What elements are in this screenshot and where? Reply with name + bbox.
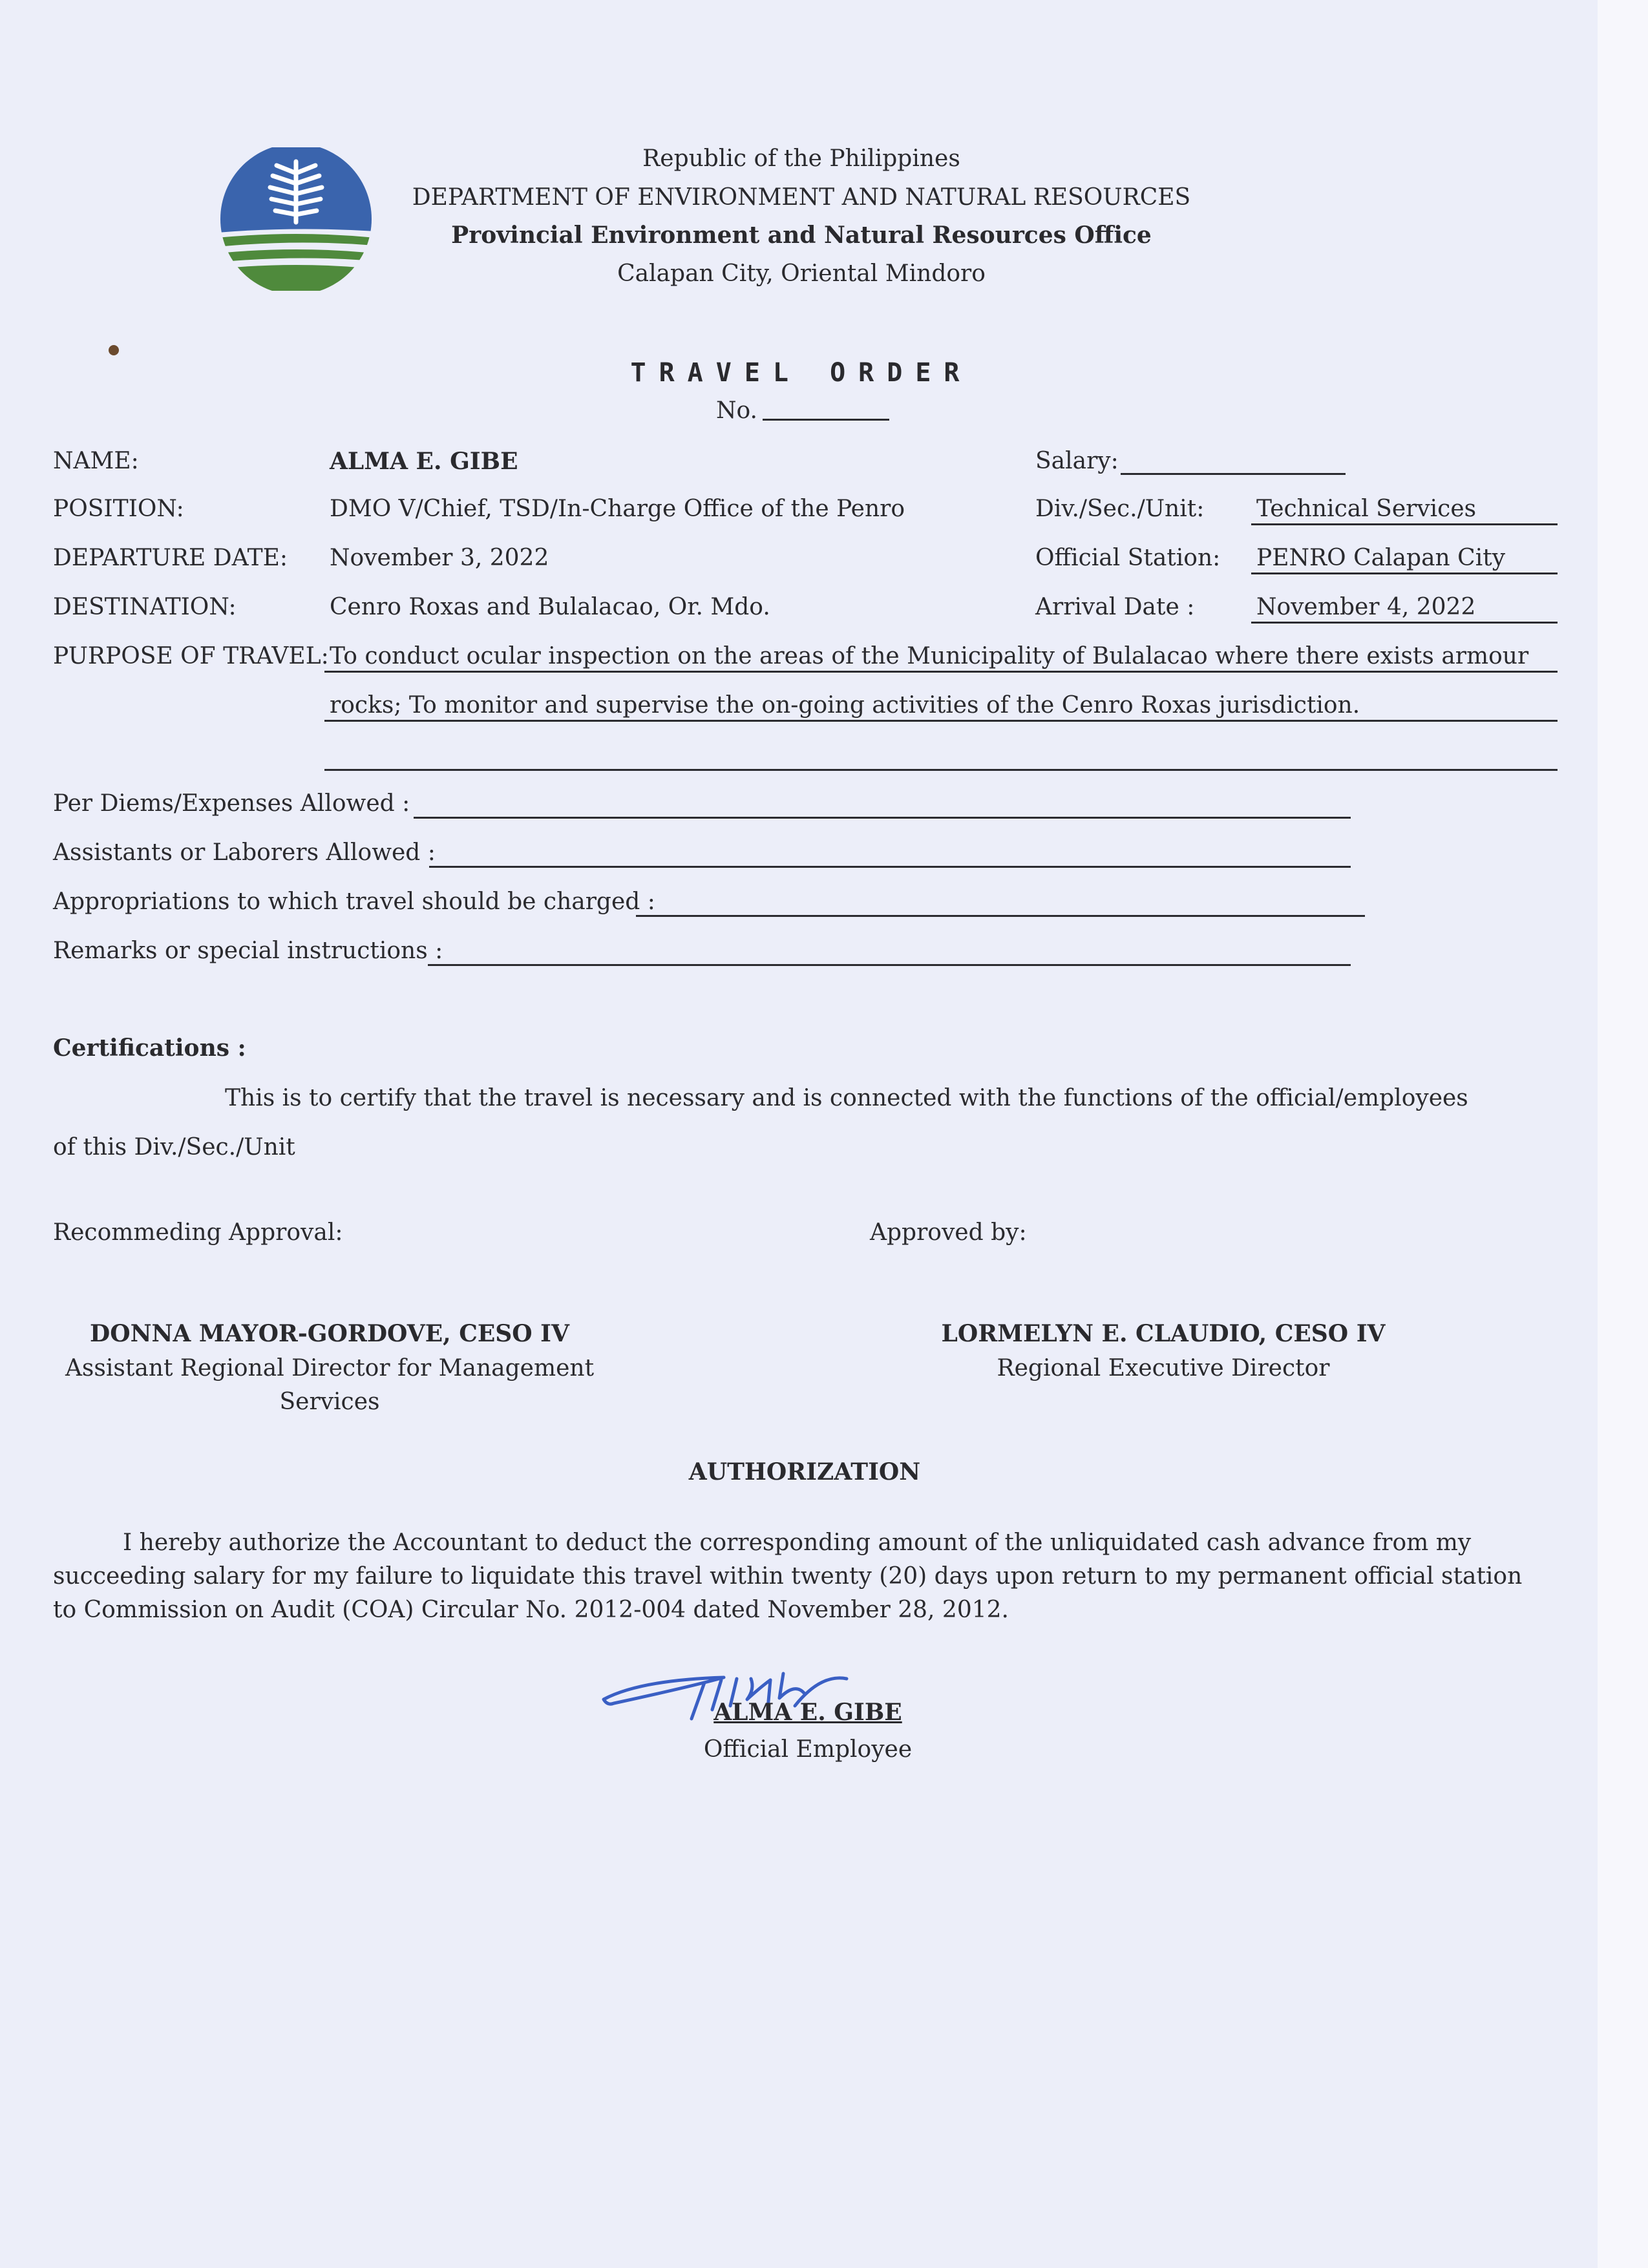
signatory-title: Official Employee	[703, 1736, 913, 1763]
destination-label: DESTINATION:	[53, 594, 237, 620]
recommender-title-line2: Services	[279, 1389, 380, 1415]
order-no-line	[763, 419, 889, 421]
destination-value: Cenro Roxas and Bulalacao, Or. Mdo.	[330, 594, 770, 620]
station-value: PENRO Calapan City	[1256, 545, 1506, 571]
name-label: NAME:	[53, 448, 139, 474]
purpose-underline3	[324, 769, 1558, 771]
assistants-label: Assistants or Laborers Allowed :	[53, 839, 436, 866]
authorization-line3: to Commission on Audit (COA) Circular No. 2012-004 dated November 28, 2012.	[53, 1597, 1009, 1623]
signatory-name: ALMA E. GIBE	[713, 1699, 902, 1726]
appropriations-line	[636, 915, 1365, 917]
appropriations-label: Appropriations to which travel should be charged :	[53, 888, 655, 915]
arrival-label: Arrival Date :	[1035, 594, 1195, 620]
purpose-underline1	[324, 671, 1558, 673]
recommending-label: Recommeding Approval:	[53, 1219, 343, 1246]
approver-title: Regional Executive Director	[997, 1355, 1330, 1381]
certifications-heading: Certifications :	[53, 1034, 246, 1062]
remarks-line	[428, 964, 1351, 966]
name-value: ALMA E. GIBE	[330, 448, 518, 475]
order-no-label: No.	[716, 397, 757, 424]
purpose-underline2	[324, 720, 1558, 722]
approver-name: LORMELYN E. CLAUDIO, CESO IV	[941, 1320, 1386, 1347]
station-label: Official Station:	[1035, 545, 1221, 571]
denr-logo	[217, 147, 375, 291]
authorization-line1: I hereby authorize the Accountant to deduct the corresponding amount of the unliquidated cash advance from my	[123, 1529, 1472, 1556]
unit-value: Technical Services	[1256, 496, 1477, 522]
arrival-line	[1251, 622, 1558, 624]
header-office: Provincial Environment and Natural Resources Office	[451, 222, 1152, 249]
paper-mark	[109, 345, 119, 355]
authorization-line2: succeeding salary for my failure to liquidate this travel within twenty (20) days upon return to my permanent official station	[53, 1563, 1523, 1590]
purpose-line2: rocks; To monitor and supervise the on-going activities of the Cenro Roxas jurisdiction.	[330, 692, 1360, 719]
arrival-value: November 4, 2022	[1256, 594, 1476, 620]
position-label: POSITION:	[53, 496, 184, 522]
station-line	[1251, 572, 1558, 574]
salary-label: Salary:	[1035, 448, 1119, 474]
per-diems-label: Per Diems/Expenses Allowed :	[53, 790, 410, 817]
salary-line	[1121, 473, 1346, 475]
header-republic: Republic of the Philippines	[642, 145, 960, 172]
header-department: DEPARTMENT OF ENVIRONMENT AND NATURAL RESOURCES	[412, 184, 1191, 211]
unit-line	[1251, 523, 1558, 525]
authorization-heading: AUTHORIZATION	[688, 1458, 921, 1486]
remarks-label: Remarks or special instructions :	[53, 938, 443, 964]
purpose-line1: To conduct ocular inspection on the areas of the Municipality of Bulalacao where there exists armour	[330, 643, 1529, 669]
departure-label: DEPARTURE DATE:	[53, 545, 288, 571]
header-location: Calapan City, Oriental Mindoro	[617, 260, 986, 287]
approved-label: Approved by:	[870, 1219, 1027, 1246]
page-margin	[1598, 0, 1648, 2268]
assistants-line	[429, 866, 1351, 868]
document-title: TRAVEL ORDER	[630, 358, 973, 388]
position-value: DMO V/Chief, TSD/In-Charge Office of the Penro	[330, 496, 905, 522]
departure-value: November 3, 2022	[330, 545, 549, 571]
unit-label: Div./Sec./Unit:	[1035, 496, 1205, 522]
recommender-title-line1: Assistant Regional Director for Management	[65, 1355, 595, 1381]
recommender-name: DONNA MAYOR-GORDOVE, CESO IV	[90, 1320, 569, 1347]
per-diems-line	[414, 817, 1351, 819]
certification-text-line2: of this Div./Sec./Unit	[53, 1134, 295, 1160]
certification-text-line1: This is to certify that the travel is necessary and is connected with the functions of the official/employees	[225, 1085, 1468, 1111]
purpose-label: PURPOSE OF TRAVEL:	[53, 643, 329, 669]
